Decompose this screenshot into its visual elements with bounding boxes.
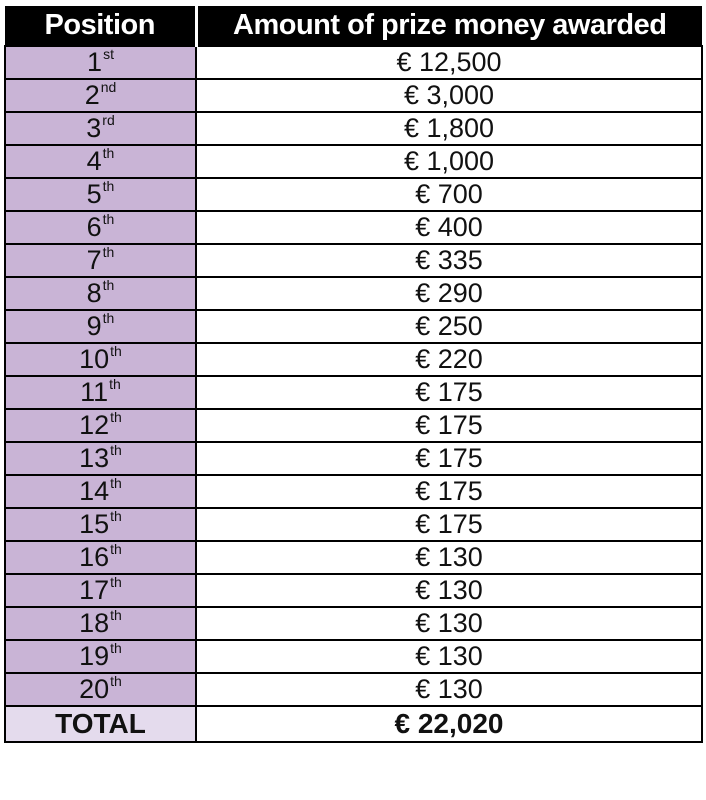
position-cell (5, 508, 196, 541)
prize-money-table (4, 6, 703, 743)
amount-header: Amount of prize money awarded (196, 6, 702, 46)
position-number: 13 (79, 443, 110, 473)
position-ordinal (79, 509, 122, 540)
position-suffix: rd (102, 112, 115, 128)
position-number: 10 (79, 344, 110, 374)
table-row (5, 145, 702, 178)
position-suffix: th (110, 607, 122, 623)
amount-cell: € 130 (196, 640, 702, 673)
position-suffix: th (110, 640, 122, 656)
table-row (5, 244, 702, 277)
amount-cell: € 335 (196, 244, 702, 277)
position-cell (5, 211, 196, 244)
position-ordinal (87, 311, 115, 342)
position-number: 5 (86, 179, 102, 209)
position-suffix: th (102, 145, 115, 161)
table-row (5, 508, 702, 541)
position-suffix: th (110, 475, 122, 491)
position-number: 11 (80, 377, 109, 407)
position-number: 7 (86, 245, 102, 275)
table-row (5, 409, 702, 442)
position-ordinal (79, 608, 122, 639)
table-row (5, 277, 702, 310)
position-ordinal (79, 443, 122, 474)
table-row (5, 442, 702, 475)
position-suffix: th (102, 211, 115, 227)
position-ordinal (87, 278, 115, 309)
table-row (5, 574, 702, 607)
position-cell (5, 178, 196, 211)
table-row (5, 46, 702, 79)
amount-cell: € 130 (196, 607, 702, 640)
position-header: Position (5, 6, 196, 46)
position-number: 14 (79, 476, 110, 506)
position-number: 20 (79, 674, 110, 704)
amount-cell: € 175 (196, 475, 702, 508)
position-cell (5, 541, 196, 574)
position-suffix: th (110, 343, 122, 359)
position-number: 12 (79, 410, 110, 440)
amount-cell: € 175 (196, 508, 702, 541)
table-row (5, 376, 702, 409)
position-suffix: nd (100, 79, 117, 95)
table-row (5, 343, 702, 376)
position-ordinal (87, 47, 114, 78)
position-ordinal (79, 410, 122, 441)
amount-cell: € 130 (196, 541, 702, 574)
position-ordinal (79, 344, 122, 375)
position-suffix: th (110, 442, 122, 458)
position-ordinal (87, 146, 115, 177)
position-number: 9 (86, 311, 102, 341)
table-row (5, 640, 702, 673)
position-cell (5, 475, 196, 508)
amount-cell: € 220 (196, 343, 702, 376)
amount-cell: € 175 (196, 409, 702, 442)
position-ordinal (85, 80, 117, 111)
position-cell (5, 310, 196, 343)
position-number: 19 (79, 641, 110, 671)
position-number: 4 (86, 146, 102, 176)
position-cell (5, 46, 196, 79)
position-cell (5, 574, 196, 607)
position-cell (5, 376, 196, 409)
position-cell (5, 442, 196, 475)
position-ordinal (79, 542, 122, 573)
amount-cell: € 290 (196, 277, 702, 310)
position-ordinal (87, 245, 115, 276)
table-row (5, 112, 702, 145)
position-ordinal (79, 476, 122, 507)
position-suffix: th (110, 673, 122, 689)
position-cell (5, 343, 196, 376)
table-row (5, 541, 702, 574)
position-cell (5, 244, 196, 277)
position-number: 2 (84, 80, 100, 110)
amount-cell: € 130 (196, 673, 702, 706)
position-number: 18 (79, 608, 110, 638)
table-row (5, 79, 702, 112)
position-ordinal (87, 179, 115, 210)
position-suffix: th (110, 574, 122, 590)
table-row (5, 673, 702, 706)
amount-cell: € 12,500 (196, 46, 702, 79)
table-row (5, 211, 702, 244)
position-suffix: th (110, 409, 122, 425)
amount-cell: € 175 (196, 442, 702, 475)
position-suffix: th (110, 508, 122, 524)
position-suffix: th (102, 310, 115, 326)
position-cell (5, 277, 196, 310)
amount-cell: € 1,000 (196, 145, 702, 178)
amount-cell: € 130 (196, 574, 702, 607)
position-cell (5, 145, 196, 178)
position-number: 15 (79, 509, 110, 539)
position-number: 6 (86, 212, 102, 242)
position-suffix: th (102, 244, 115, 260)
amount-cell: € 250 (196, 310, 702, 343)
position-ordinal (86, 113, 114, 144)
header-row (5, 6, 702, 46)
position-number: 1 (87, 47, 103, 77)
position-suffix: th (102, 178, 115, 194)
position-number: 8 (86, 278, 102, 308)
position-cell (5, 640, 196, 673)
position-ordinal (79, 575, 122, 606)
amount-cell: € 400 (196, 211, 702, 244)
position-ordinal (87, 212, 115, 243)
position-cell (5, 79, 196, 112)
position-number: 17 (79, 575, 110, 605)
position-suffix: th (109, 376, 121, 392)
total-label: TOTAL (5, 706, 196, 742)
table-row (5, 475, 702, 508)
position-number: 3 (86, 113, 102, 143)
position-cell (5, 673, 196, 706)
position-suffix: th (110, 541, 122, 557)
position-ordinal (79, 674, 122, 705)
table-row (5, 607, 702, 640)
position-number: 16 (79, 542, 110, 572)
amount-cell: € 700 (196, 178, 702, 211)
total-amount: € 22,020 (196, 706, 702, 742)
position-ordinal (80, 377, 121, 408)
position-cell (5, 112, 196, 145)
position-suffix: th (102, 277, 115, 293)
table-row (5, 310, 702, 343)
position-cell (5, 409, 196, 442)
position-cell (5, 607, 196, 640)
table-body (5, 46, 702, 706)
total-row (5, 706, 702, 742)
amount-cell: € 1,800 (196, 112, 702, 145)
amount-cell: € 175 (196, 376, 702, 409)
position-ordinal (79, 641, 122, 672)
amount-cell: € 3,000 (196, 79, 702, 112)
table-row (5, 178, 702, 211)
position-suffix: st (103, 46, 114, 62)
